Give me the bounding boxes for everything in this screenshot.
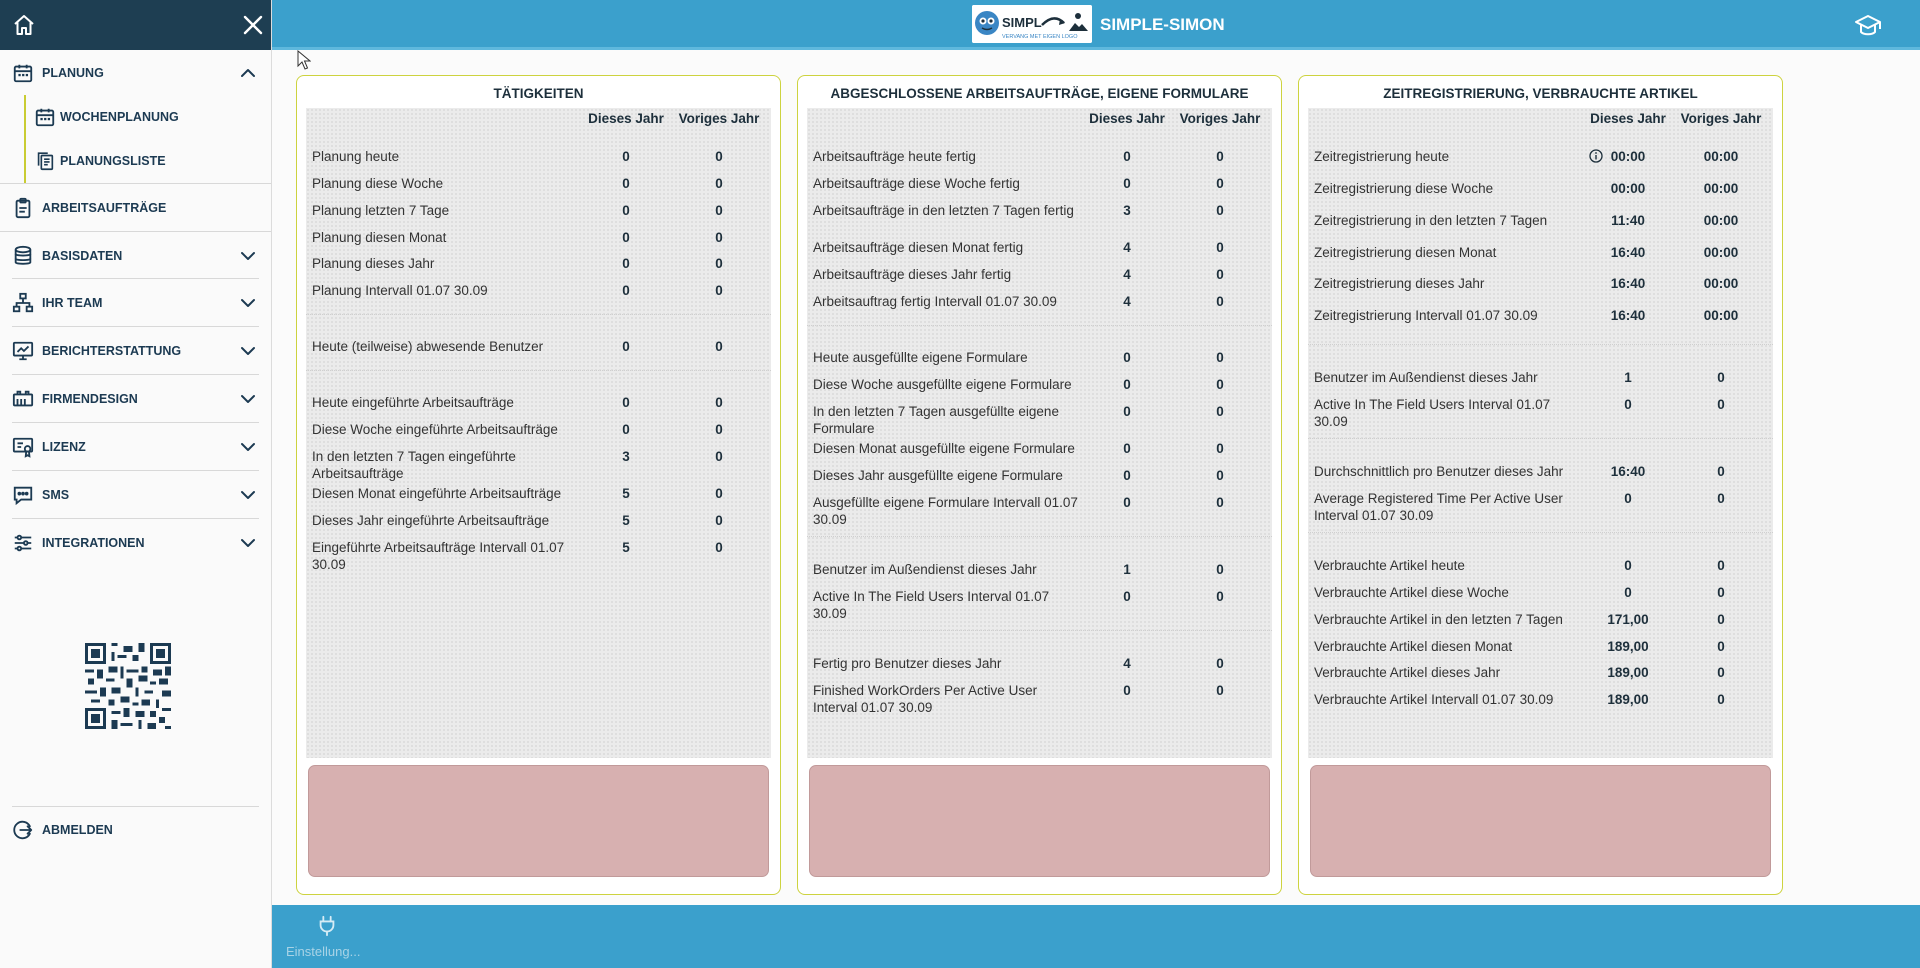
stat-value-previous-year: 0 — [1216, 441, 1224, 456]
stat-label: Zeitregistrierung in den letzten 7 Tagen — [1314, 213, 1548, 228]
column-header-this-year: Dieses Jahr — [588, 111, 664, 126]
card-title: ZEITREGISTRIERUNG, VERBRAUCHTE ARTIKEL — [1383, 86, 1698, 101]
stat-value-this-year: 3 — [622, 449, 630, 464]
stat-value-this-year: 4 — [1123, 294, 1131, 309]
activities-card — [296, 75, 781, 895]
stat-value-previous-year: 0 — [1216, 350, 1224, 365]
stat-label: Arbeitsaufträge diese Woche fertig — [813, 176, 1020, 191]
chevron-up-icon[interactable] — [239, 64, 257, 82]
stat-value-this-year: 0 — [1123, 149, 1131, 164]
stat-label: Durchschnittlich pro Benutzer dieses Jahr — [1314, 464, 1564, 479]
stat-value-this-year: 171,00 — [1607, 612, 1649, 627]
section-divider — [807, 325, 1272, 326]
chevron-down-icon[interactable] — [239, 390, 257, 408]
stat-value-this-year: 0 — [622, 176, 630, 191]
stat-value-previous-year: 0 — [1216, 176, 1224, 191]
settings-button[interactable] — [286, 915, 376, 963]
stat-value-previous-year: 0 — [1216, 404, 1224, 419]
completed-workorders-card — [797, 75, 1282, 895]
section-divider — [1308, 532, 1773, 533]
sidebar-item-planungsliste[interactable] — [26, 139, 271, 183]
stat-value-previous-year: 0 — [715, 422, 723, 437]
sidebar-item-lizenz[interactable] — [0, 423, 271, 471]
sidebar-item-label: PLANUNGSLISTE — [60, 154, 166, 168]
integrations-icon — [12, 532, 34, 554]
stat-value-this-year: 0 — [1123, 377, 1131, 392]
column-header-this-year: Dieses Jahr — [1590, 111, 1666, 126]
stat-label: Dieses Jahr ausgefüllte eigene Formulare — [813, 468, 1063, 483]
stat-value-this-year: 189,00 — [1607, 665, 1649, 680]
stat-value-previous-year: 00:00 — [1703, 181, 1739, 196]
stat-value-this-year: 0 — [622, 256, 630, 271]
stat-value-this-year: 16:40 — [1610, 276, 1646, 291]
stat-value-previous-year: 00:00 — [1703, 308, 1739, 323]
stat-label: Verbrauchte Artikel diesen Monat — [1314, 639, 1513, 654]
stat-value-previous-year: 0 — [1216, 683, 1224, 698]
stat-value-this-year: 4 — [1123, 656, 1131, 671]
stat-value-this-year: 0 — [622, 149, 630, 164]
calendar-icon — [12, 62, 34, 84]
sidebar-item-label: BASISDATEN — [42, 248, 123, 263]
stat-value-previous-year: 0 — [1216, 149, 1224, 164]
stat-label: Zeitregistrierung Intervall 01.07 30.09 — [1314, 308, 1538, 323]
license-icon — [12, 436, 34, 458]
stat-value-previous-year: 0 — [1216, 468, 1224, 483]
sidebar-item-sms[interactable] — [0, 471, 271, 519]
chevron-down-icon[interactable] — [239, 534, 257, 552]
stat-value-this-year: 189,00 — [1607, 639, 1649, 654]
stat-value-this-year: 5 — [622, 540, 630, 555]
sidebar-item-label: SMS — [42, 488, 70, 502]
sidebar — [0, 0, 272, 968]
settings-label: Einstellung... — [286, 944, 361, 959]
sidebar-item-label: BERICHTERSTATTUNG — [42, 344, 182, 358]
stat-value-this-year: 0 — [622, 283, 630, 298]
stat-label: Verbrauchte Artikel in den letzten 7 Tagen — [1314, 612, 1563, 627]
chevron-down-icon[interactable] — [239, 438, 257, 456]
sidebar-item-label: INTEGRATIONEN — [42, 536, 145, 550]
calendar-icon — [34, 106, 56, 128]
sidebar-item-label: IHR TEAM — [42, 296, 103, 310]
sidebar-item-wochenplanung[interactable] — [26, 95, 271, 139]
report-icon — [12, 340, 34, 362]
stat-value-previous-year: 0 — [1717, 558, 1725, 573]
stat-value-this-year: 0 — [1624, 558, 1632, 573]
column-header-previous-year: Voriges Jahr — [678, 111, 760, 126]
sidebar-item-ihr-team[interactable] — [0, 279, 271, 327]
design-icon — [12, 388, 34, 410]
stat-value-previous-year: 0 — [1216, 294, 1224, 309]
stat-value-previous-year: 0 — [1717, 639, 1725, 654]
chevron-down-icon[interactable] — [239, 247, 257, 265]
stat-label: Benutzer im Außendienst dieses Jahr — [1314, 370, 1538, 385]
stat-value-previous-year: 0 — [1216, 377, 1224, 392]
stat-value-previous-year: 0 — [1717, 692, 1725, 707]
stat-value-previous-year: 0 — [1717, 370, 1725, 385]
stat-value-previous-year: 0 — [1717, 612, 1725, 627]
logout-label: ABMELDEN — [42, 823, 113, 837]
card-title: ABGESCHLOSSENE ARBEITSAUFTRÄGE, EIGENE FORMULARE — [830, 86, 1249, 101]
sms-icon — [12, 484, 34, 506]
stat-value-previous-year: 0 — [1717, 464, 1725, 479]
sidebar-item-label: PLANUNG — [42, 66, 104, 80]
stat-label: Heute ausgefüllte eigene Formulare — [813, 350, 1028, 365]
stat-value-this-year: 3 — [1123, 203, 1131, 218]
logo-text: SIMPL — [1002, 15, 1042, 30]
stat-value-previous-year: 0 — [1717, 491, 1725, 506]
stat-label: Arbeitsaufträge dieses Jahr fertig — [813, 267, 1012, 282]
stat-label: Benutzer im Außendienst dieses Jahr — [813, 562, 1037, 577]
stat-label: Diesen Monat ausgefüllte eigene Formulare — [813, 441, 1075, 456]
stat-label: Planung dieses Jahr — [312, 256, 435, 271]
stat-value-this-year: 0 — [1123, 441, 1131, 456]
stat-value-this-year: 0 — [1123, 468, 1131, 483]
alert-box — [308, 765, 769, 877]
stat-value-previous-year: 0 — [1717, 397, 1725, 412]
logout-button[interactable] — [0, 812, 271, 848]
stat-label: In den letzten 7 Tagen eingeführte Arbeitsaufträge — [312, 449, 516, 481]
stat-label: Planung diesen Monat — [312, 230, 447, 245]
logo-subtext: VERVANG MET EIGEN LOGO — [1002, 34, 1078, 40]
stat-label: Arbeitsaufträge diesen Monat fertig — [813, 240, 1024, 255]
stat-value-this-year: 0 — [1123, 683, 1131, 698]
stat-value-previous-year: 0 — [715, 486, 723, 501]
stat-value-this-year: 0 — [1123, 404, 1131, 419]
stat-label: Verbrauchte Artikel Intervall 01.07 30.09 — [1314, 692, 1554, 707]
database-icon — [12, 245, 34, 267]
stat-value-previous-year: 0 — [715, 395, 723, 410]
stat-value-this-year: 0 — [1123, 495, 1131, 510]
stat-value-this-year: 4 — [1123, 267, 1131, 282]
stat-value-this-year: 16:40 — [1610, 245, 1646, 260]
alert-box — [1310, 765, 1771, 877]
stat-value-previous-year: 00:00 — [1703, 149, 1739, 164]
stat-label: Zeitregistrierung dieses Jahr — [1314, 276, 1485, 291]
column-header-previous-year: Voriges Jahr — [1179, 111, 1261, 126]
stat-value-this-year: 1 — [1123, 562, 1131, 577]
column-header-previous-year: Voriges Jahr — [1680, 111, 1762, 126]
stat-value-this-year: 5 — [622, 486, 630, 501]
stat-value-previous-year: 0 — [1717, 665, 1725, 680]
stat-label: Planung Intervall 01.07 30.09 — [312, 283, 488, 298]
stat-label: Dieses Jahr eingeführte Arbeitsaufträge — [312, 513, 550, 528]
sidebar-item-arbeitsauftraege[interactable] — [0, 183, 271, 231]
sidebar-item-firmendesign[interactable] — [0, 375, 271, 423]
stat-value-this-year: 0 — [622, 422, 630, 437]
bottom-bar — [272, 905, 1920, 968]
stat-value-this-year: 4 — [1123, 240, 1131, 255]
stat-label: Arbeitsauftrag fertig Intervall 01.07 30.09 — [813, 294, 1057, 309]
stat-value-previous-year: 0 — [1717, 585, 1725, 600]
stat-value-previous-year: 0 — [1216, 203, 1224, 218]
section-divider — [306, 370, 771, 371]
stat-value-previous-year: 0 — [715, 203, 723, 218]
stat-value-previous-year: 0 — [1216, 267, 1224, 282]
sidebar-item-basisdaten[interactable] — [0, 231, 271, 279]
clipboard-icon — [12, 197, 34, 219]
stat-label: Verbrauchte Artikel heute — [1314, 558, 1465, 573]
stat-label: Diese Woche ausgefüllte eigene Formulare — [813, 377, 1072, 392]
section-divider — [807, 536, 1272, 537]
stat-value-previous-year: 0 — [715, 256, 723, 271]
home-icon[interactable] — [12, 13, 36, 37]
stat-label: Finished WorkOrders Per Active User Interval 01.07 30.09 — [813, 683, 1038, 715]
stat-value-previous-year: 0 — [715, 176, 723, 191]
stat-label: Ausgefüllte eigene Formulare Intervall 01.07 30.09 — [813, 495, 1078, 527]
stat-label: Active In The Field Users Interval 01.07 30.09 — [1314, 397, 1551, 429]
sidebar-item-planung[interactable] — [0, 51, 271, 95]
stat-value-previous-year: 00:00 — [1703, 245, 1739, 260]
chevron-down-icon[interactable] — [239, 294, 257, 312]
stat-value-previous-year: 00:00 — [1703, 276, 1739, 291]
stat-value-previous-year: 0 — [715, 339, 723, 354]
sidebar-item-label: WOCHENPLANUNG — [60, 110, 179, 124]
stat-value-previous-year: 0 — [1216, 562, 1224, 577]
stat-value-previous-year: 0 — [715, 149, 723, 164]
stat-value-this-year: 5 — [622, 513, 630, 528]
stat-value-previous-year: 0 — [1216, 240, 1224, 255]
stat-value-this-year: 0 — [1123, 589, 1131, 604]
stats-panel — [807, 108, 1272, 758]
logout-icon — [12, 819, 34, 841]
stat-value-this-year: 16:40 — [1610, 308, 1646, 323]
stat-value-this-year: 0 — [622, 395, 630, 410]
plug-icon — [316, 915, 338, 937]
stat-value-this-year: 0 — [622, 339, 630, 354]
planung-submenu — [24, 95, 271, 183]
stat-label: Heute eingeführte Arbeitsaufträge — [312, 395, 514, 410]
app-title: SIMPLE-SIMON — [1100, 15, 1225, 34]
stat-value-this-year: 0 — [1123, 176, 1131, 191]
stat-value-previous-year: 0 — [1216, 589, 1224, 604]
section-divider — [1308, 438, 1773, 439]
mouse-cursor-icon — [297, 50, 311, 70]
close-icon[interactable] — [241, 13, 265, 37]
stat-value-this-year: 1 — [1624, 370, 1632, 385]
stat-label: Verbrauchte Artikel dieses Jahr — [1314, 665, 1501, 680]
stat-label: Eingeführte Arbeitsaufträge Intervall 01.07 30.09 — [312, 540, 565, 572]
stat-label: In den letzten 7 Tagen ausgefüllte eigene Formulare — [813, 404, 1059, 436]
stat-label: Zeitregistrierung diesen Monat — [1314, 245, 1497, 260]
stat-label: Arbeitsaufträge heute fertig — [813, 149, 976, 164]
stat-label: Verbrauchte Artikel diese Woche — [1314, 585, 1509, 600]
alert-box — [809, 765, 1270, 877]
stat-value-this-year: 189,00 — [1607, 692, 1649, 707]
chevron-down-icon[interactable] — [239, 342, 257, 360]
section-divider — [807, 630, 1272, 631]
stat-value-previous-year: 00:00 — [1703, 213, 1739, 228]
stat-label: Planung heute — [312, 149, 400, 164]
copy-icon — [34, 150, 56, 172]
divider — [12, 806, 259, 807]
stat-value-previous-year: 0 — [1216, 656, 1224, 671]
stat-value-previous-year: 0 — [715, 540, 723, 555]
stat-value-previous-year: 0 — [715, 449, 723, 464]
stat-label: Planung diese Woche — [312, 176, 444, 191]
sidebar-item-integrationen[interactable] — [0, 519, 271, 567]
stat-label: Fertig pro Benutzer dieses Jahr — [813, 656, 1002, 671]
stat-label: Planung letzten 7 Tage — [312, 203, 450, 218]
stat-value-this-year: 0 — [1624, 397, 1632, 412]
sidebar-item-label: ARBEITSAUFTRÄGE — [42, 200, 167, 215]
stats-panel — [306, 108, 771, 758]
sidebar-header — [0, 0, 271, 50]
stat-label: Active In The Field Users Interval 01.07 30.09 — [813, 589, 1050, 621]
stat-value-this-year: 11:40 — [1611, 213, 1645, 228]
stat-value-this-year: 0 — [1624, 491, 1632, 506]
stat-label: Diesen Monat eingeführte Arbeitsaufträge — [312, 486, 562, 501]
stat-value-previous-year: 0 — [715, 283, 723, 298]
top-bar — [272, 0, 1920, 50]
stat-value-previous-year: 0 — [715, 513, 723, 528]
stat-label: Zeitregistrierung diese Woche — [1314, 181, 1494, 196]
stat-value-previous-year: 0 — [715, 230, 723, 245]
stat-label: Average Registered Time Per Active User Interval 01.07 30.09 — [1314, 491, 1563, 523]
time-registration-card — [1298, 75, 1783, 895]
stat-label: Heute (teilweise) abwesende Benutzer — [312, 339, 544, 354]
column-header-this-year: Dieses Jahr — [1089, 111, 1165, 126]
stat-value-this-year: 0 — [622, 230, 630, 245]
stat-value-this-year: 00:00 — [1610, 149, 1646, 164]
graduation-cap-icon[interactable] — [1854, 13, 1882, 39]
chevron-down-icon[interactable] — [239, 486, 257, 504]
stat-value-this-year: 00:00 — [1610, 181, 1646, 196]
stat-label: Zeitregistrierung heute — [1314, 149, 1450, 164]
stat-value-this-year: 0 — [1624, 585, 1632, 600]
stat-label: Diese Woche eingeführte Arbeitsaufträge — [312, 422, 558, 437]
team-icon — [12, 292, 34, 314]
qr-code-icon — [85, 643, 171, 729]
stat-value-this-year: 16:40 — [1610, 464, 1646, 479]
stats-panel — [1308, 108, 1773, 758]
sidebar-item-label: FIRMENDESIGN — [42, 392, 138, 406]
stat-value-this-year: 0 — [622, 203, 630, 218]
section-divider — [1308, 344, 1773, 345]
sidebar-item-label: LIZENZ — [42, 440, 86, 454]
stat-value-previous-year: 0 — [1216, 495, 1224, 510]
card-title: TÄTIGKEITEN — [493, 86, 584, 101]
company-logo[interactable] — [972, 5, 1092, 43]
stat-value-this-year: 0 — [1123, 350, 1131, 365]
sidebar-item-berichterstattung[interactable] — [0, 327, 271, 375]
section-divider — [306, 314, 771, 315]
stat-label: Arbeitsaufträge in den letzten 7 Tagen fertig — [813, 203, 1074, 218]
